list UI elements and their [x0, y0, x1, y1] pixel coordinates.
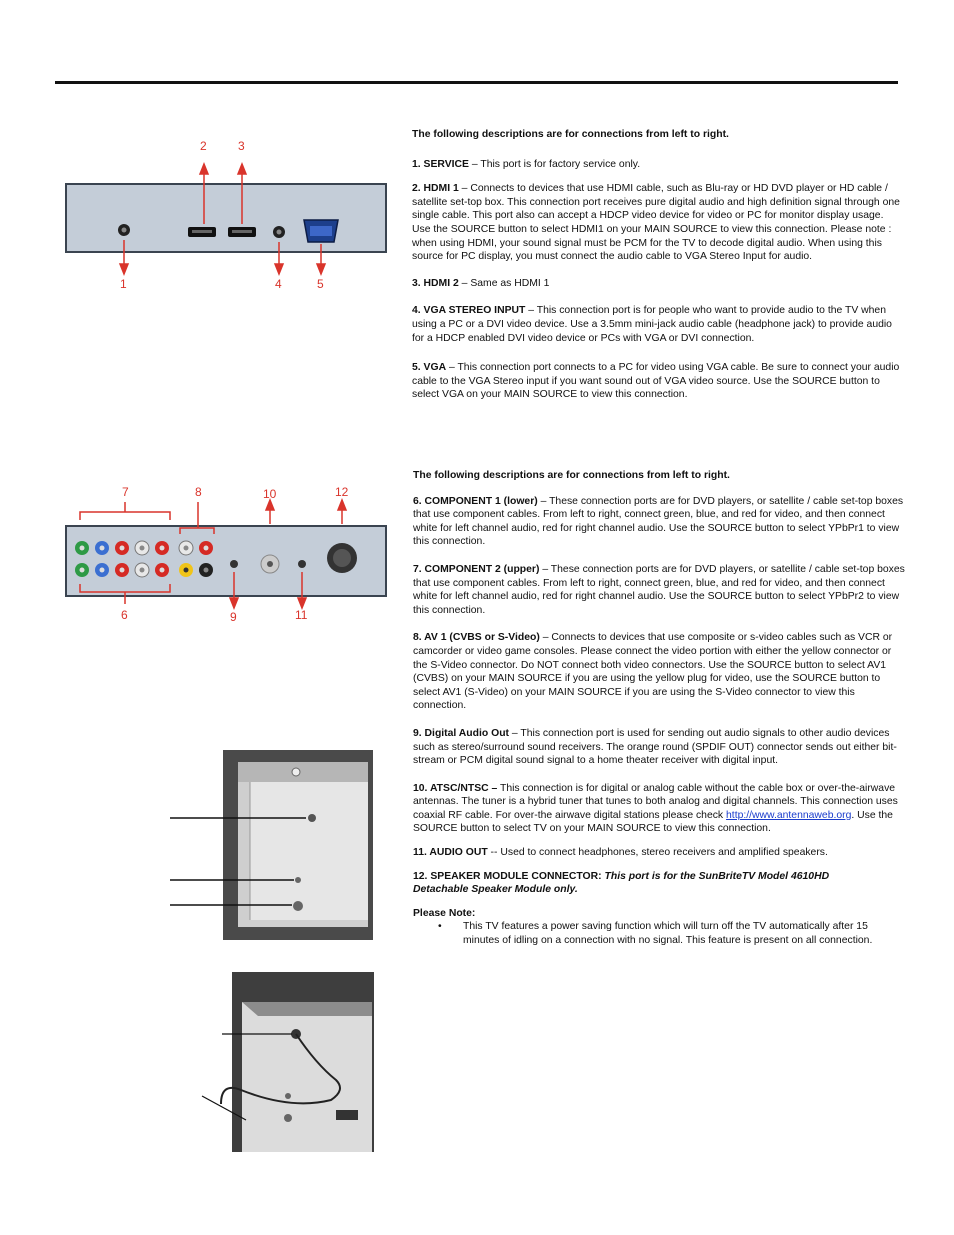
antennaweb-link[interactable]: http://www.antennaweb.org — [726, 809, 852, 821]
hdmi1-port-icon — [188, 227, 216, 237]
top-rule — [55, 81, 898, 84]
callout-4: 4 — [275, 277, 282, 291]
callout-8: 8 — [195, 485, 202, 499]
note-title: Please Note: — [413, 907, 476, 919]
rear-panel-diagram-2 — [58, 480, 388, 630]
callout-12: 12 — [335, 485, 349, 499]
callout-11: 11 — [295, 608, 308, 622]
enclosure-photo-1 — [170, 750, 375, 942]
item-vga: 5. VGA – This connection port connects to a PC for video using VGA cable. Be sure to connect your audio cable to the VGA Stereo input if you want sound out of VGA video source. Use the SOURCE button to select VGA on your MAIN SOURCE to view this connection. — [412, 362, 900, 401]
item-hdmi1: 2. HDMI 1 – Connects to devices that use HDMI cable, such as Blu-ray or HD DVD player or HD cable / satellite set-top box. This connection port receives pure digital audio and high definition signal through one single cable. This port also can accept a HDCP video device for video or PC for monitor display usage. Use the SOURCE button to select HDMI1 on your MAIN SOURCE to view this connection. Please note : when using HDMI, your sound signal must be PCM for the TV to decode digital audio. When using this source for PC display, you must connect the audio cable to VGA Stereo Input for audio. — [412, 183, 900, 263]
callout-5: 5 — [317, 277, 324, 291]
speaker-connector-icon — [327, 543, 357, 573]
callout-6: 6 — [121, 608, 128, 622]
item-av1: 8. AV 1 (CVBS or S-Video) – Connects to devices that use composite or s-video cables such as VCR or camcorder or video game consoles. Please connect the video portion with either the yellow connector or the S-Video connector. Do NOT connect both video connectors. Use the SOURCE button to select AV1 (CVBS) on your MAIN SOURCE if you are using the yellow plug for video, use the SOURCE button to select AV1 (S-Video) on your MAIN SOURCE if you are using the S-Video connector to view this connection. — [413, 632, 893, 712]
item-speaker-module: 12. SPEAKER MODULE CONNECTOR: This port is for the SunBriteTV Model 4610HD Detachable Speaker Module only. — [413, 870, 830, 896]
callout-1: 1 — [120, 277, 127, 291]
item-component2: 7. COMPONENT 2 (upper) – These connection ports are for DVD players, or satellite / cable set-top boxes that use component cables. From left to right, connect green, blue, and red for video, and then connect white for left channel audio, red for right channel audio. Use the SOURCE button to select YPbPr2 to view this connection. — [413, 563, 905, 616]
callout-7: 7 — [122, 485, 129, 499]
item-service: 1. SERVICE – This port is for factory service only. — [412, 158, 641, 170]
hdmi2-port-icon — [228, 227, 256, 237]
digital-audio-port-icon — [230, 560, 238, 568]
coax-port-icon — [261, 555, 279, 573]
note-text: This TV features a power saving function which will turn off the TV automatically after 15 minutes of idling on a connection with no signal. This feature is present on all connection. — [463, 921, 873, 947]
note-item — [413, 920, 905, 947]
vga-audio-port-icon — [273, 226, 285, 238]
service-port-icon — [118, 224, 130, 236]
callout-10: 10 — [263, 487, 277, 501]
item-component1: 6. COMPONENT 1 (lower) – These connection ports are for DVD players, or satellite / cable set-top boxes that use component cables. From left to right, connect green, blue, and red for video, and then connect white for left channel audio, red for right channel audio. Use the SOURCE button to select YPbPr1 to view this connection. — [413, 495, 904, 548]
callout-2: 2 — [200, 139, 207, 153]
item-hdmi2: 3. HDMI 2 – Same as HDMI 1 — [412, 277, 550, 289]
bottom-descriptions — [413, 469, 905, 948]
item-atsc: 10. ATSC/NTSC – This connection is for digital or analog cable without the cable box or over-the-airwave antennas. The tuner is a hybrid tuner that tunes to both analog and digital channels. This connection uses coaxial RF cable. For over-the airwave digital stations please check http://www.antennaweb.org. Use the SOURCE button to select TV on your MAIN SOURCE to view this connection. — [413, 782, 898, 835]
enclosure-photo-2 — [200, 972, 375, 1154]
callout-3: 3 — [238, 139, 245, 153]
item-vga-stereo: 4. VGA STEREO INPUT – This connection port is for people who want to provide audio to the TV when using a PC or a DVI video device. Use a 3.5mm mini-jack audio cable (headphone jack) to provide audio for a HDCP enabled DVI video device or PCs with VGA or DVI connection. — [412, 305, 892, 344]
item-digital-audio: 9. Digital Audio Out – This connection port is used for sending out audio signals to other audio devices such as stereo/surround sound receivers. The orange round (SPDIF OUT) connector sends out either bit-stream or PCM digital sound signal to a home theater receiver with digital input. — [413, 727, 897, 767]
bottom-intro: The following descriptions are for connections from left to right. — [413, 470, 730, 481]
vga-port-icon — [304, 220, 338, 242]
top-intro: The following descriptions are for connections from left to right. — [412, 129, 729, 140]
bullet-icon: • — [438, 921, 442, 933]
item-audio-out: 11. AUDIO OUT -- Used to connect headphones, stereo receivers and amplified speakers. — [413, 847, 828, 859]
audio-out-port-icon — [298, 560, 306, 568]
callout-9: 9 — [230, 610, 237, 624]
top-descriptions — [412, 128, 902, 402]
rear-panel-diagram-1 — [58, 130, 388, 300]
